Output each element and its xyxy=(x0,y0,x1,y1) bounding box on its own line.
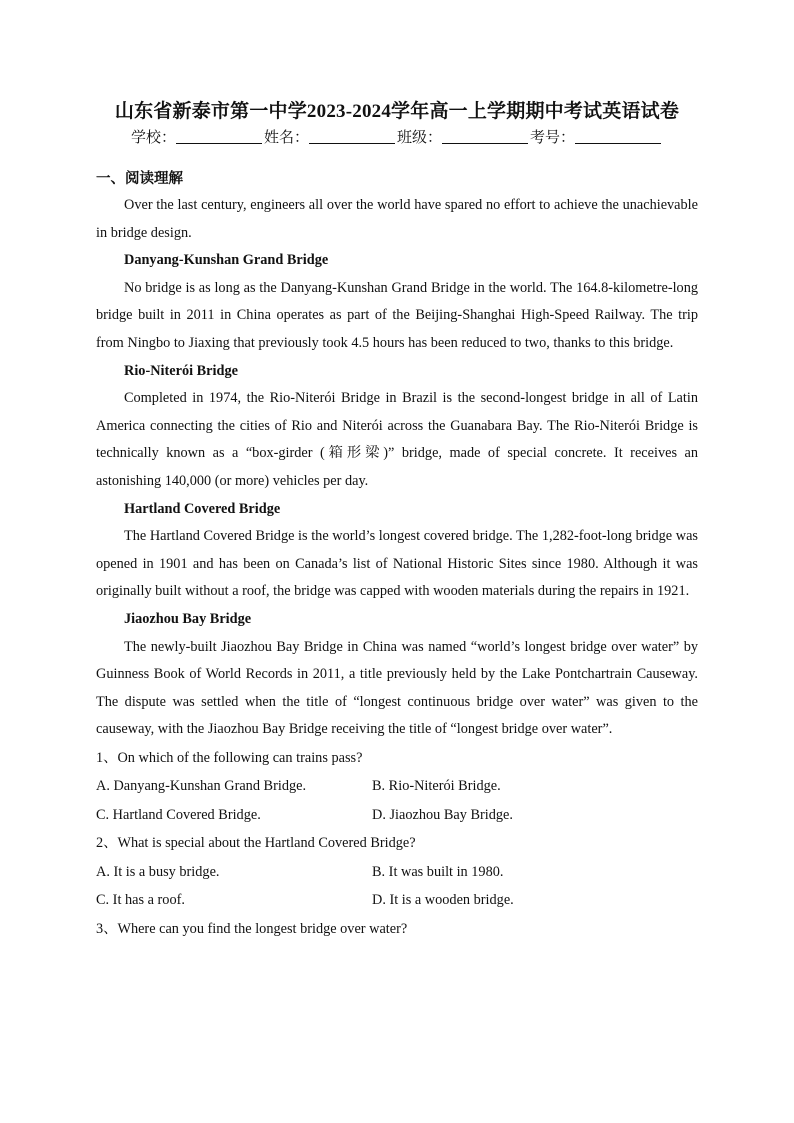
name-label: 姓名： xyxy=(263,130,309,146)
bridge-paragraph: The Hartland Covered Bridge is the world’s longest covered bridge. The 1,282-foot-long bridge was opened in 1901 and has been on Canada’s list of National Historic Sites since 1980. Although it was originally built without a roof, the bridge was capped with wooden materials during the repairs in 1921. xyxy=(96,528,698,600)
option-a: A. Danyang-Kunshan Grand Bridge. xyxy=(96,778,307,795)
option-a: A. It is a busy bridge. xyxy=(96,863,220,880)
class-blank[interactable] xyxy=(442,129,528,144)
option-d: D. It is a wooden bridge. xyxy=(372,892,514,909)
exam-no-blank[interactable] xyxy=(575,129,661,144)
option-b: B. It was built in 1980. xyxy=(372,863,504,880)
bridge-paragraph: Completed in 1974, the Rio-Niterói Bridge in Brazil is the second-longest bridge in all of Latin America connecting the cities of Rio and Niterói across the Guanabara Bay. The Rio-Niterói Bridge is technically known as a “box-girder (箱形梁)” bridge, made of special concrete. It receives an astonishing 140,000 (or more) vehicles per day. xyxy=(96,390,698,489)
passage-intro: Over the last century, engineers all over the world have spared no effort to achieve the unachievable in bridge design. xyxy=(96,197,698,241)
question-stem: 3、Where can you find the longest bridge over water? xyxy=(96,920,408,937)
name-blank[interactable] xyxy=(309,129,395,144)
exam-content xyxy=(96,168,698,943)
exam-no-label: 考号： xyxy=(530,130,576,146)
bridge-heading: Rio-Niterói Bridge xyxy=(124,362,238,379)
section-title: 一、阅读理解 xyxy=(96,171,183,187)
option-d: D. Jiaozhou Bay Bridge. xyxy=(372,806,513,823)
bridge-heading: Danyang-Kunshan Grand Bridge xyxy=(124,252,329,269)
option-b: B. Rio-Niterói Bridge. xyxy=(372,778,501,795)
question-options xyxy=(96,858,698,915)
bridge-heading: Jiaozhou Bay Bridge xyxy=(124,610,252,627)
bridge-paragraph: The newly-built Jiaozhou Bay Bridge in China was named “world’s longest bridge over water” by Guinness Book of World Records in 2011, a title previously held by the Lake Pontchartrain Causeway. The dispute was settled when the title of “longest continuous bridge over water” was given to the causeway, with the Jiaozhou Bay Bridge receiving the title of “longest bridge over water”. xyxy=(96,638,698,738)
option-c: C. It has a roof. xyxy=(96,892,185,909)
school-blank[interactable] xyxy=(176,129,262,144)
bridge-heading: Hartland Covered Bridge xyxy=(124,500,281,517)
question-stem: 2、What is special about the Hartland Covered Bridge? xyxy=(96,835,416,852)
question-options xyxy=(96,772,698,829)
exam-title: 山东省新泰市第一中学2023-2024学年高一上学期期中考试英语试卷 xyxy=(114,101,680,122)
option-c: C. Hartland Covered Bridge. xyxy=(96,806,261,823)
class-label: 班级： xyxy=(397,130,443,146)
student-info-line xyxy=(0,126,794,147)
school-label: 学校： xyxy=(130,130,176,146)
question-stem: 1、On which of the following can trains pass? xyxy=(96,749,363,766)
bridge-paragraph: No bridge is as long as the Danyang-Kunshan Grand Bridge in the world. The 164.8-kilometre-long bridge built in 2011 in China operates as part of the Beijing-Shanghai High-Speed Railway. The trip from Ningbo to Jiaxing that previously took 4.5 hours has been reduced to two, thanks to this bridge. xyxy=(96,279,698,351)
